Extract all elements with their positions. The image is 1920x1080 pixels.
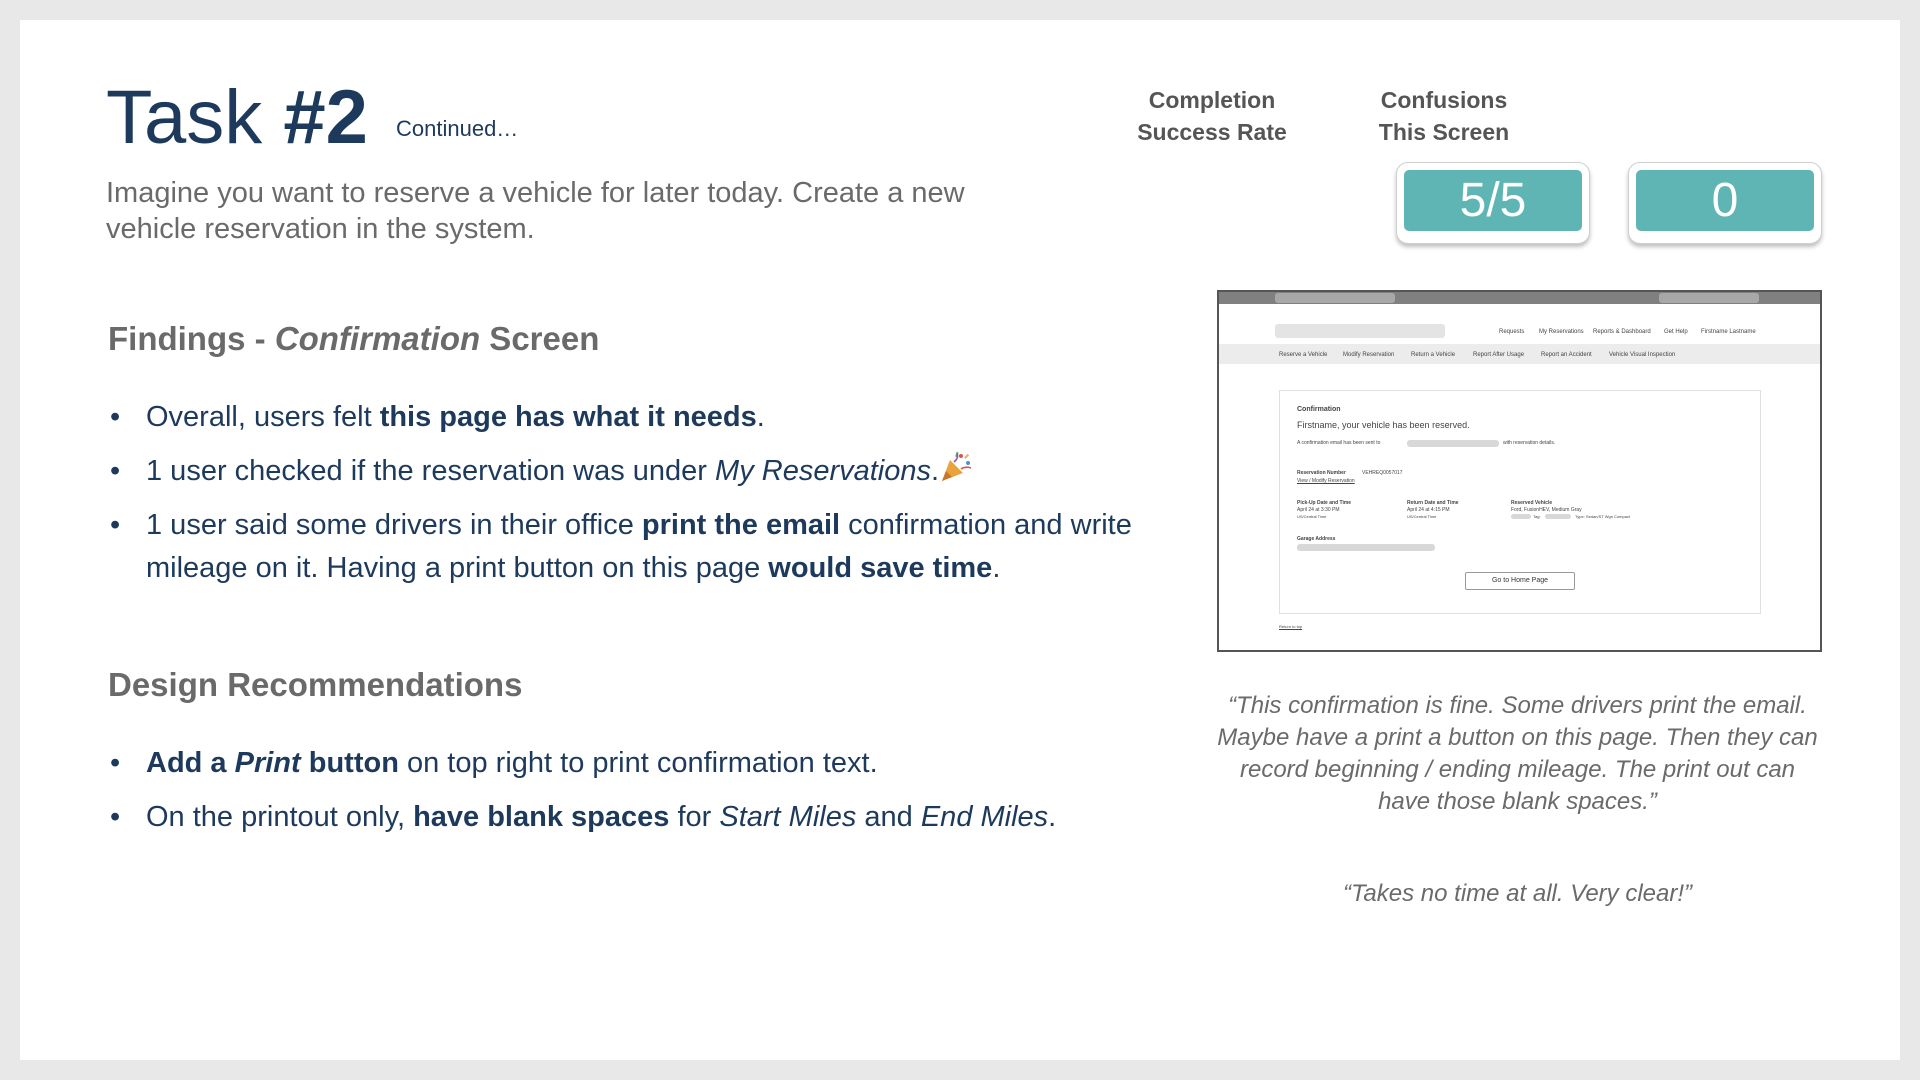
task-word: Task [106,75,263,160]
findings-heading [108,320,599,358]
recommendation-bold: button [300,747,399,779]
recommendations-heading: Design Recommendations [108,666,523,703]
pickup-label: Pick-Up Date and Time [1297,500,1352,506]
pickup-value: April 24 at 3:30 PM [1297,507,1340,513]
metric-confusions-box [1628,162,1822,244]
vehicle-type: Type: Sedan/ST Wgn Compact [1575,514,1631,519]
confirmation-screenshot [1217,290,1822,652]
blurred-area [1659,293,1759,303]
recommendation-text: on top right to print confirmation text. [398,747,878,779]
recommendation-text: for [669,801,720,833]
findings-heading-prefix: Findings - [108,320,275,357]
return-label: Return Date and Time [1407,500,1459,506]
task-title [106,75,368,160]
subnav-reserve: Reserve a Vehicle [1279,352,1328,358]
finding-text: . [931,455,940,487]
nav-reports: Reports & Dashboard [1593,329,1651,335]
metric-confusions-line1: Confusions [1380,87,1508,113]
findings-heading-suffix: Screen [480,320,600,357]
card-message: Firstname, your vehicle has been reserved. [1297,420,1470,430]
task-number: #2 [283,75,368,160]
recommendations-list [108,742,1168,850]
metric-completion-box [1396,162,1590,244]
view-modify-link: View / Modify Reservation [1297,478,1355,484]
go-home-button: Go to Home Page [1465,572,1575,590]
recommendation-item [108,796,1168,839]
finding-text: confirmation and write mileage on it. Having a print button on this page [146,509,1132,584]
user-quote-2: “Takes no time at all. Very clear!” [1342,880,1693,907]
vehicle-label: Reserved Vehicle [1511,500,1553,506]
finding-text: . [756,401,765,433]
recommendation-italic: Start Miles [719,801,857,833]
recommendation-text: On the printout only, [146,801,414,833]
metric-confusions-value: 0 [1636,170,1814,231]
recommendation-bold: Add a [146,747,235,779]
recommendation-bold-italic: Print [234,747,301,779]
blurred-logo [1275,324,1445,338]
recommendation-text: and [856,801,921,833]
finding-text: 1 user checked if the reservation was under [146,455,716,487]
finding-item [108,504,1168,590]
nav-help: Get Help [1664,329,1688,335]
task-description: Imagine you want to reserve a vehicle for later today. Create a new vehicle reservation in the system. [106,177,965,245]
finding-bold: print the email [641,509,841,541]
subnav-return: Return a Vehicle [1411,352,1456,358]
continued-label: Continued… [396,116,519,141]
recommendation-italic: End Miles [920,801,1049,833]
recommendation-bold: have blank spaces [413,801,670,833]
finding-item [108,450,1168,493]
user-quote-1: “This confirmation is fine. Some drivers print the email. Maybe have a print a button on this page. Then they can record beginning / ending mileage. The print out can have those blank spaces.” [1217,692,1818,815]
finding-bold: would save time [768,552,993,584]
nav-user: Firstname Lastname [1701,329,1756,335]
finding-text: 1 user said some drivers in their office [146,509,642,541]
metric-completion-line2: Success Rate [1137,119,1287,145]
blurred-value [1545,514,1571,519]
card-email-pre: A confirmation email has been sent to [1297,440,1381,446]
metric-completion-line1: Completion [1148,87,1276,113]
vehicle-value: Ford, FusionHEV, Medium Gray [1511,507,1582,513]
metric-completion-value: 5/5 [1404,170,1582,231]
nav-my-reservations: My Reservations [1539,329,1584,335]
card-email-post: with reservation details. [1503,440,1556,446]
card-title: Confirmation [1297,406,1341,413]
findings-heading-italic: Confirmation [274,320,481,357]
subnav-report-accident: Report an Accident [1541,352,1592,358]
finding-text: Overall, users felt [146,401,380,433]
findings-list [108,396,1168,601]
subnav-inspection: Vehicle Visual Inspection [1609,352,1676,358]
return-to-top-link: Return to top [1279,624,1303,629]
reservation-number-value: VEHREQ0057017 [1362,470,1403,476]
metric-confusions-label [1324,84,1564,148]
blurred-address [1297,544,1435,551]
return-value: April 24 at 4:15 PM [1407,507,1450,513]
metric-confusions-line2: This Screen [1378,119,1510,145]
party-popper-icon [939,450,973,484]
finding-item [108,396,1168,439]
finding-italic: My Reservations [715,455,931,487]
metric-completion-label [1092,84,1332,148]
recommendation-text: . [1048,801,1057,833]
slide [20,20,1900,1060]
blurred-area [1275,293,1395,303]
blurred-email [1407,440,1499,447]
subnav-modify: Modify Reservation [1343,352,1395,358]
return-timezone: US/Central Time [1407,514,1437,519]
pickup-timezone: US/Central Time [1297,514,1327,519]
blurred-value [1511,514,1531,519]
reservation-number-label: Reservation Number [1297,470,1346,476]
finding-text: . [992,552,1001,584]
garage-label: Garage Address [1297,536,1336,542]
finding-bold: this page has what it needs [379,401,757,433]
vehicle-tag: Tag: [1533,514,1541,519]
recommendation-item [108,742,1168,785]
nav-requests: Requests [1499,329,1525,335]
subnav-report-after: Report After Usage [1473,352,1525,358]
